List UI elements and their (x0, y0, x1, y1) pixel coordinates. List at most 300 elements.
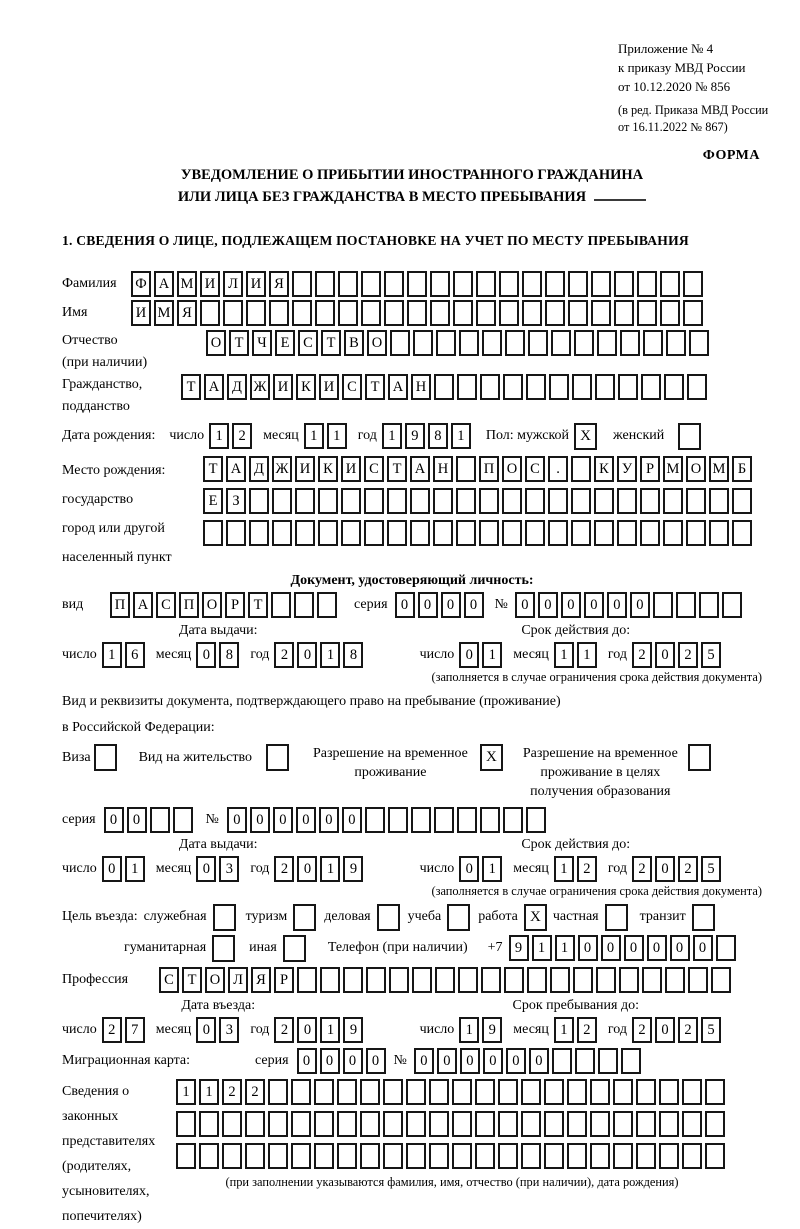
char-cell[interactable] (522, 271, 542, 297)
char-cell[interactable] (522, 300, 542, 326)
char-cell[interactable]: 2 (274, 1017, 294, 1043)
char-cell[interactable]: . (548, 456, 568, 482)
char-cell[interactable]: 1 (554, 1017, 574, 1043)
char-cell[interactable] (249, 488, 269, 514)
char-cell[interactable] (526, 807, 546, 833)
char-cell[interactable] (315, 271, 335, 297)
char-cell[interactable] (223, 300, 243, 326)
char-cell[interactable] (548, 488, 568, 514)
char-cell[interactable] (173, 807, 193, 833)
char-cell[interactable] (596, 967, 616, 993)
char-cell[interactable]: 2 (274, 642, 294, 668)
char-cell[interactable] (429, 1079, 449, 1105)
char-cell[interactable]: Н (433, 456, 453, 482)
char-cell[interactable]: С (525, 456, 545, 482)
char-cell[interactable]: Т (181, 374, 201, 400)
char-cell[interactable] (573, 967, 593, 993)
char-cell[interactable]: 1 (532, 935, 552, 961)
char-cell[interactable] (366, 967, 386, 993)
char-cell[interactable]: Р (274, 967, 294, 993)
char-cell[interactable] (643, 330, 663, 356)
char-cell[interactable] (337, 1111, 357, 1137)
char-cell[interactable] (614, 300, 634, 326)
char-cell[interactable] (502, 520, 522, 546)
char-cell[interactable]: О (502, 456, 522, 482)
char-cell[interactable] (590, 1079, 610, 1105)
char-cell[interactable]: Я (177, 300, 197, 326)
char-cell[interactable] (595, 374, 615, 400)
char-cell[interactable] (521, 1143, 541, 1169)
char-cell[interactable] (498, 1143, 518, 1169)
char-cell[interactable] (475, 1079, 495, 1105)
char-cell[interactable] (360, 1111, 380, 1137)
char-cell[interactable]: О (205, 967, 225, 993)
char-cell[interactable] (504, 967, 524, 993)
char-cell[interactable]: 2 (245, 1079, 265, 1105)
char-cell[interactable] (406, 1143, 426, 1169)
char-cell[interactable]: 0 (483, 1048, 503, 1074)
char-cell[interactable]: 0 (418, 592, 438, 618)
char-cell[interactable]: 0 (297, 1017, 317, 1043)
char-cell[interactable]: И (319, 374, 339, 400)
char-cell[interactable] (637, 271, 657, 297)
char-cell[interactable] (550, 967, 570, 993)
char-cell[interactable]: 0 (297, 1048, 317, 1074)
char-cell[interactable]: М (154, 300, 174, 326)
char-cell[interactable] (683, 271, 703, 297)
char-cell[interactable]: 2 (678, 1017, 698, 1043)
char-cell[interactable] (433, 488, 453, 514)
char-cell[interactable] (722, 592, 742, 618)
char-cell[interactable] (479, 488, 499, 514)
char-cell[interactable] (292, 300, 312, 326)
char-cell[interactable] (709, 520, 729, 546)
char-cell[interactable]: А (410, 456, 430, 482)
char-cell[interactable]: Ф (131, 271, 151, 297)
char-cell[interactable]: С (364, 456, 384, 482)
char-cell[interactable] (475, 1143, 495, 1169)
char-cell[interactable] (687, 374, 707, 400)
char-cell[interactable]: 0 (102, 856, 122, 882)
char-cell[interactable]: Т (229, 330, 249, 356)
char-cell[interactable] (361, 300, 381, 326)
char-cell[interactable] (594, 488, 614, 514)
char-cell[interactable]: В (344, 330, 364, 356)
char-cell[interactable] (389, 967, 409, 993)
char-cell[interactable] (571, 520, 591, 546)
char-cell[interactable] (572, 374, 592, 400)
char-cell[interactable]: 0 (437, 1048, 457, 1074)
char-cell[interactable]: О (686, 456, 706, 482)
char-cell[interactable]: 0 (655, 1017, 675, 1043)
char-cell[interactable]: 0 (227, 807, 247, 833)
char-cell[interactable]: Т (248, 592, 268, 618)
char-cell[interactable] (476, 271, 496, 297)
char-cell[interactable] (659, 1143, 679, 1169)
char-cell[interactable] (291, 1079, 311, 1105)
char-cell[interactable]: 3 (219, 1017, 239, 1043)
char-cell[interactable]: И (273, 374, 293, 400)
char-cell[interactable] (314, 1111, 334, 1137)
char-cell[interactable] (498, 1111, 518, 1137)
char-cell[interactable] (452, 1111, 472, 1137)
char-cell[interactable] (640, 520, 660, 546)
char-cell[interactable]: 3 (219, 856, 239, 882)
char-cell[interactable] (660, 271, 680, 297)
char-cell[interactable] (249, 520, 269, 546)
char-cell[interactable]: Т (387, 456, 407, 482)
char-cell[interactable] (407, 300, 427, 326)
char-cell[interactable] (459, 330, 479, 356)
char-cell[interactable] (337, 1143, 357, 1169)
char-cell[interactable]: Р (640, 456, 660, 482)
char-cell[interactable] (412, 967, 432, 993)
char-cell[interactable]: 0 (655, 856, 675, 882)
char-cell[interactable]: А (388, 374, 408, 400)
char-cell[interactable] (709, 488, 729, 514)
char-cell[interactable] (590, 1143, 610, 1169)
visa-checkbox[interactable] (94, 744, 117, 771)
char-cell[interactable]: 0 (655, 642, 675, 668)
char-cell[interactable] (552, 1048, 572, 1074)
char-cell[interactable] (199, 1143, 219, 1169)
char-cell[interactable] (597, 330, 617, 356)
char-cell[interactable] (642, 967, 662, 993)
char-cell[interactable] (226, 520, 246, 546)
char-cell[interactable] (571, 456, 591, 482)
char-cell[interactable] (383, 1143, 403, 1169)
char-cell[interactable]: Б (732, 456, 752, 482)
char-cell[interactable] (676, 592, 696, 618)
char-cell[interactable]: Я (251, 967, 271, 993)
char-cell[interactable] (544, 1079, 564, 1105)
char-cell[interactable]: 1 (482, 856, 502, 882)
char-cell[interactable] (636, 1111, 656, 1137)
char-cell[interactable]: Д (249, 456, 269, 482)
char-cell[interactable] (699, 592, 719, 618)
char-cell[interactable]: П (479, 456, 499, 482)
char-cell[interactable] (318, 488, 338, 514)
char-cell[interactable]: 1 (554, 642, 574, 668)
char-cell[interactable] (660, 300, 680, 326)
char-cell[interactable] (364, 488, 384, 514)
char-cell[interactable] (456, 488, 476, 514)
char-cell[interactable] (434, 374, 454, 400)
char-cell[interactable]: З (226, 488, 246, 514)
char-cell[interactable]: 0 (366, 1048, 386, 1074)
char-cell[interactable]: 0 (441, 592, 461, 618)
char-cell[interactable]: 0 (578, 935, 598, 961)
char-cell[interactable]: 8 (343, 642, 363, 668)
char-cell[interactable] (567, 1143, 587, 1169)
char-cell[interactable] (361, 271, 381, 297)
char-cell[interactable] (360, 1143, 380, 1169)
char-cell[interactable] (291, 1143, 311, 1169)
char-cell[interactable] (568, 271, 588, 297)
char-cell[interactable]: Т (365, 374, 385, 400)
char-cell[interactable]: Л (223, 271, 243, 297)
char-cell[interactable]: 0 (693, 935, 713, 961)
char-cell[interactable] (222, 1111, 242, 1137)
char-cell[interactable] (390, 330, 410, 356)
char-cell[interactable]: Т (321, 330, 341, 356)
char-cell[interactable]: 0 (464, 592, 484, 618)
char-cell[interactable]: М (709, 456, 729, 482)
purpose-study-checkbox[interactable] (447, 904, 470, 931)
char-cell[interactable]: 2 (577, 1017, 597, 1043)
char-cell[interactable]: 0 (250, 807, 270, 833)
char-cell[interactable]: 1 (199, 1079, 219, 1105)
char-cell[interactable]: 0 (320, 1048, 340, 1074)
char-cell[interactable] (387, 520, 407, 546)
purpose-business-checkbox[interactable] (213, 904, 236, 931)
purpose-tourism-checkbox[interactable] (293, 904, 316, 931)
char-cell[interactable] (314, 1079, 334, 1105)
char-cell[interactable]: 0 (459, 642, 479, 668)
char-cell[interactable] (621, 1048, 641, 1074)
char-cell[interactable]: С (156, 592, 176, 618)
char-cell[interactable]: 6 (125, 642, 145, 668)
char-cell[interactable]: Т (203, 456, 223, 482)
char-cell[interactable] (705, 1143, 725, 1169)
char-cell[interactable]: 1 (209, 423, 229, 449)
char-cell[interactable] (176, 1111, 196, 1137)
char-cell[interactable] (505, 330, 525, 356)
char-cell[interactable]: 9 (482, 1017, 502, 1043)
char-cell[interactable] (551, 330, 571, 356)
char-cell[interactable] (384, 271, 404, 297)
char-cell[interactable]: М (177, 271, 197, 297)
char-cell[interactable]: 0 (127, 807, 147, 833)
char-cell[interactable]: 0 (196, 642, 216, 668)
char-cell[interactable] (388, 807, 408, 833)
char-cell[interactable]: С (342, 374, 362, 400)
char-cell[interactable] (341, 488, 361, 514)
char-cell[interactable]: Д (227, 374, 247, 400)
char-cell[interactable] (617, 520, 637, 546)
char-cell[interactable]: 1 (327, 423, 347, 449)
char-cell[interactable]: 0 (342, 807, 362, 833)
char-cell[interactable] (716, 935, 736, 961)
char-cell[interactable] (429, 1143, 449, 1169)
char-cell[interactable] (618, 374, 638, 400)
char-cell[interactable] (527, 967, 547, 993)
char-cell[interactable] (664, 374, 684, 400)
char-cell[interactable] (383, 1079, 403, 1105)
char-cell[interactable]: И (246, 271, 266, 297)
char-cell[interactable] (613, 1111, 633, 1137)
char-cell[interactable] (150, 807, 170, 833)
char-cell[interactable] (176, 1143, 196, 1169)
char-cell[interactable] (246, 300, 266, 326)
char-cell[interactable] (407, 271, 427, 297)
char-cell[interactable] (711, 967, 731, 993)
char-cell[interactable] (271, 592, 291, 618)
char-cell[interactable]: 0 (506, 1048, 526, 1074)
char-cell[interactable] (429, 1111, 449, 1137)
char-cell[interactable]: 1 (320, 1017, 340, 1043)
char-cell[interactable] (503, 374, 523, 400)
char-cell[interactable]: 1 (320, 856, 340, 882)
char-cell[interactable] (613, 1079, 633, 1105)
char-cell[interactable]: А (133, 592, 153, 618)
char-cell[interactable] (499, 300, 519, 326)
char-cell[interactable] (641, 374, 661, 400)
char-cell[interactable]: 0 (529, 1048, 549, 1074)
char-cell[interactable] (568, 300, 588, 326)
char-cell[interactable] (387, 488, 407, 514)
char-cell[interactable]: А (226, 456, 246, 482)
char-cell[interactable] (663, 520, 683, 546)
char-cell[interactable] (479, 520, 499, 546)
char-cell[interactable] (636, 1143, 656, 1169)
char-cell[interactable] (410, 520, 430, 546)
temp-residence-checkbox[interactable]: X (480, 744, 503, 771)
char-cell[interactable]: 8 (219, 642, 239, 668)
char-cell[interactable] (686, 488, 706, 514)
char-cell[interactable]: 0 (601, 935, 621, 961)
char-cell[interactable] (433, 520, 453, 546)
char-cell[interactable] (620, 330, 640, 356)
char-cell[interactable]: 2 (274, 856, 294, 882)
char-cell[interactable] (292, 271, 312, 297)
char-cell[interactable]: Ж (272, 456, 292, 482)
char-cell[interactable] (297, 967, 317, 993)
char-cell[interactable]: 1 (555, 935, 575, 961)
char-cell[interactable]: И (295, 456, 315, 482)
char-cell[interactable] (272, 520, 292, 546)
char-cell[interactable] (430, 300, 450, 326)
char-cell[interactable]: 2 (102, 1017, 122, 1043)
char-cell[interactable]: 2 (222, 1079, 242, 1105)
char-cell[interactable]: А (154, 271, 174, 297)
char-cell[interactable] (619, 967, 639, 993)
char-cell[interactable] (456, 456, 476, 482)
char-cell[interactable]: 2 (678, 642, 698, 668)
char-cell[interactable] (567, 1079, 587, 1105)
char-cell[interactable] (320, 967, 340, 993)
char-cell[interactable] (571, 488, 591, 514)
char-cell[interactable] (199, 1111, 219, 1137)
temp-residence-education-checkbox[interactable] (688, 744, 711, 771)
char-cell[interactable]: О (206, 330, 226, 356)
char-cell[interactable] (525, 488, 545, 514)
char-cell[interactable]: А (204, 374, 224, 400)
char-cell[interactable] (365, 807, 385, 833)
char-cell[interactable] (456, 520, 476, 546)
char-cell[interactable]: 1 (304, 423, 324, 449)
char-cell[interactable] (480, 807, 500, 833)
char-cell[interactable] (594, 520, 614, 546)
char-cell[interactable] (268, 1111, 288, 1137)
char-cell[interactable]: 0 (343, 1048, 363, 1074)
char-cell[interactable] (653, 592, 673, 618)
char-cell[interactable] (548, 520, 568, 546)
char-cell[interactable] (406, 1111, 426, 1137)
char-cell[interactable] (295, 488, 315, 514)
char-cell[interactable] (636, 1079, 656, 1105)
char-cell[interactable] (640, 488, 660, 514)
char-cell[interactable] (384, 300, 404, 326)
char-cell[interactable]: 2 (632, 1017, 652, 1043)
char-cell[interactable] (245, 1143, 265, 1169)
char-cell[interactable]: 1 (459, 1017, 479, 1043)
char-cell[interactable] (413, 330, 433, 356)
char-cell[interactable] (434, 807, 454, 833)
char-cell[interactable] (383, 1111, 403, 1137)
char-cell[interactable] (659, 1111, 679, 1137)
char-cell[interactable] (705, 1079, 725, 1105)
char-cell[interactable]: 0 (297, 856, 317, 882)
char-cell[interactable] (343, 967, 363, 993)
char-cell[interactable] (291, 1111, 311, 1137)
char-cell[interactable] (521, 1079, 541, 1105)
char-cell[interactable]: Т (182, 967, 202, 993)
char-cell[interactable]: 0 (104, 807, 124, 833)
char-cell[interactable]: 0 (561, 592, 581, 618)
purpose-commercial-checkbox[interactable] (377, 904, 400, 931)
char-cell[interactable] (272, 488, 292, 514)
char-cell[interactable] (410, 488, 430, 514)
char-cell[interactable] (545, 271, 565, 297)
char-cell[interactable]: 1 (320, 642, 340, 668)
char-cell[interactable] (637, 300, 657, 326)
char-cell[interactable]: 0 (319, 807, 339, 833)
char-cell[interactable] (406, 1079, 426, 1105)
char-cell[interactable]: 1 (176, 1079, 196, 1105)
char-cell[interactable]: 9 (405, 423, 425, 449)
char-cell[interactable] (659, 1079, 679, 1105)
char-cell[interactable] (317, 592, 337, 618)
char-cell[interactable] (411, 807, 431, 833)
char-cell[interactable]: 0 (414, 1048, 434, 1074)
char-cell[interactable] (614, 271, 634, 297)
char-cell[interactable]: Л (228, 967, 248, 993)
char-cell[interactable]: 2 (232, 423, 252, 449)
char-cell[interactable]: 1 (382, 423, 402, 449)
char-cell[interactable]: Е (275, 330, 295, 356)
char-cell[interactable] (436, 330, 456, 356)
char-cell[interactable] (435, 967, 455, 993)
char-cell[interactable]: П (179, 592, 199, 618)
char-cell[interactable]: М (663, 456, 683, 482)
char-cell[interactable] (453, 300, 473, 326)
char-cell[interactable] (613, 1143, 633, 1169)
char-cell[interactable] (338, 271, 358, 297)
char-cell[interactable] (476, 300, 496, 326)
char-cell[interactable]: 0 (273, 807, 293, 833)
residence-permit-checkbox[interactable] (266, 744, 289, 771)
purpose-private-checkbox[interactable] (605, 904, 628, 931)
char-cell[interactable]: 0 (395, 592, 415, 618)
char-cell[interactable]: 7 (125, 1017, 145, 1043)
char-cell[interactable] (689, 330, 709, 356)
char-cell[interactable] (591, 300, 611, 326)
char-cell[interactable]: И (341, 456, 361, 482)
char-cell[interactable] (268, 1079, 288, 1105)
char-cell[interactable]: 0 (196, 856, 216, 882)
char-cell[interactable] (502, 488, 522, 514)
char-cell[interactable]: 1 (482, 642, 502, 668)
char-cell[interactable] (521, 1111, 541, 1137)
char-cell[interactable] (666, 330, 686, 356)
char-cell[interactable] (545, 300, 565, 326)
char-cell[interactable]: 1 (451, 423, 471, 449)
purpose-work-checkbox[interactable]: X (524, 904, 547, 931)
char-cell[interactable] (295, 520, 315, 546)
char-cell[interactable]: 1 (577, 642, 597, 668)
char-cell[interactable]: У (617, 456, 637, 482)
